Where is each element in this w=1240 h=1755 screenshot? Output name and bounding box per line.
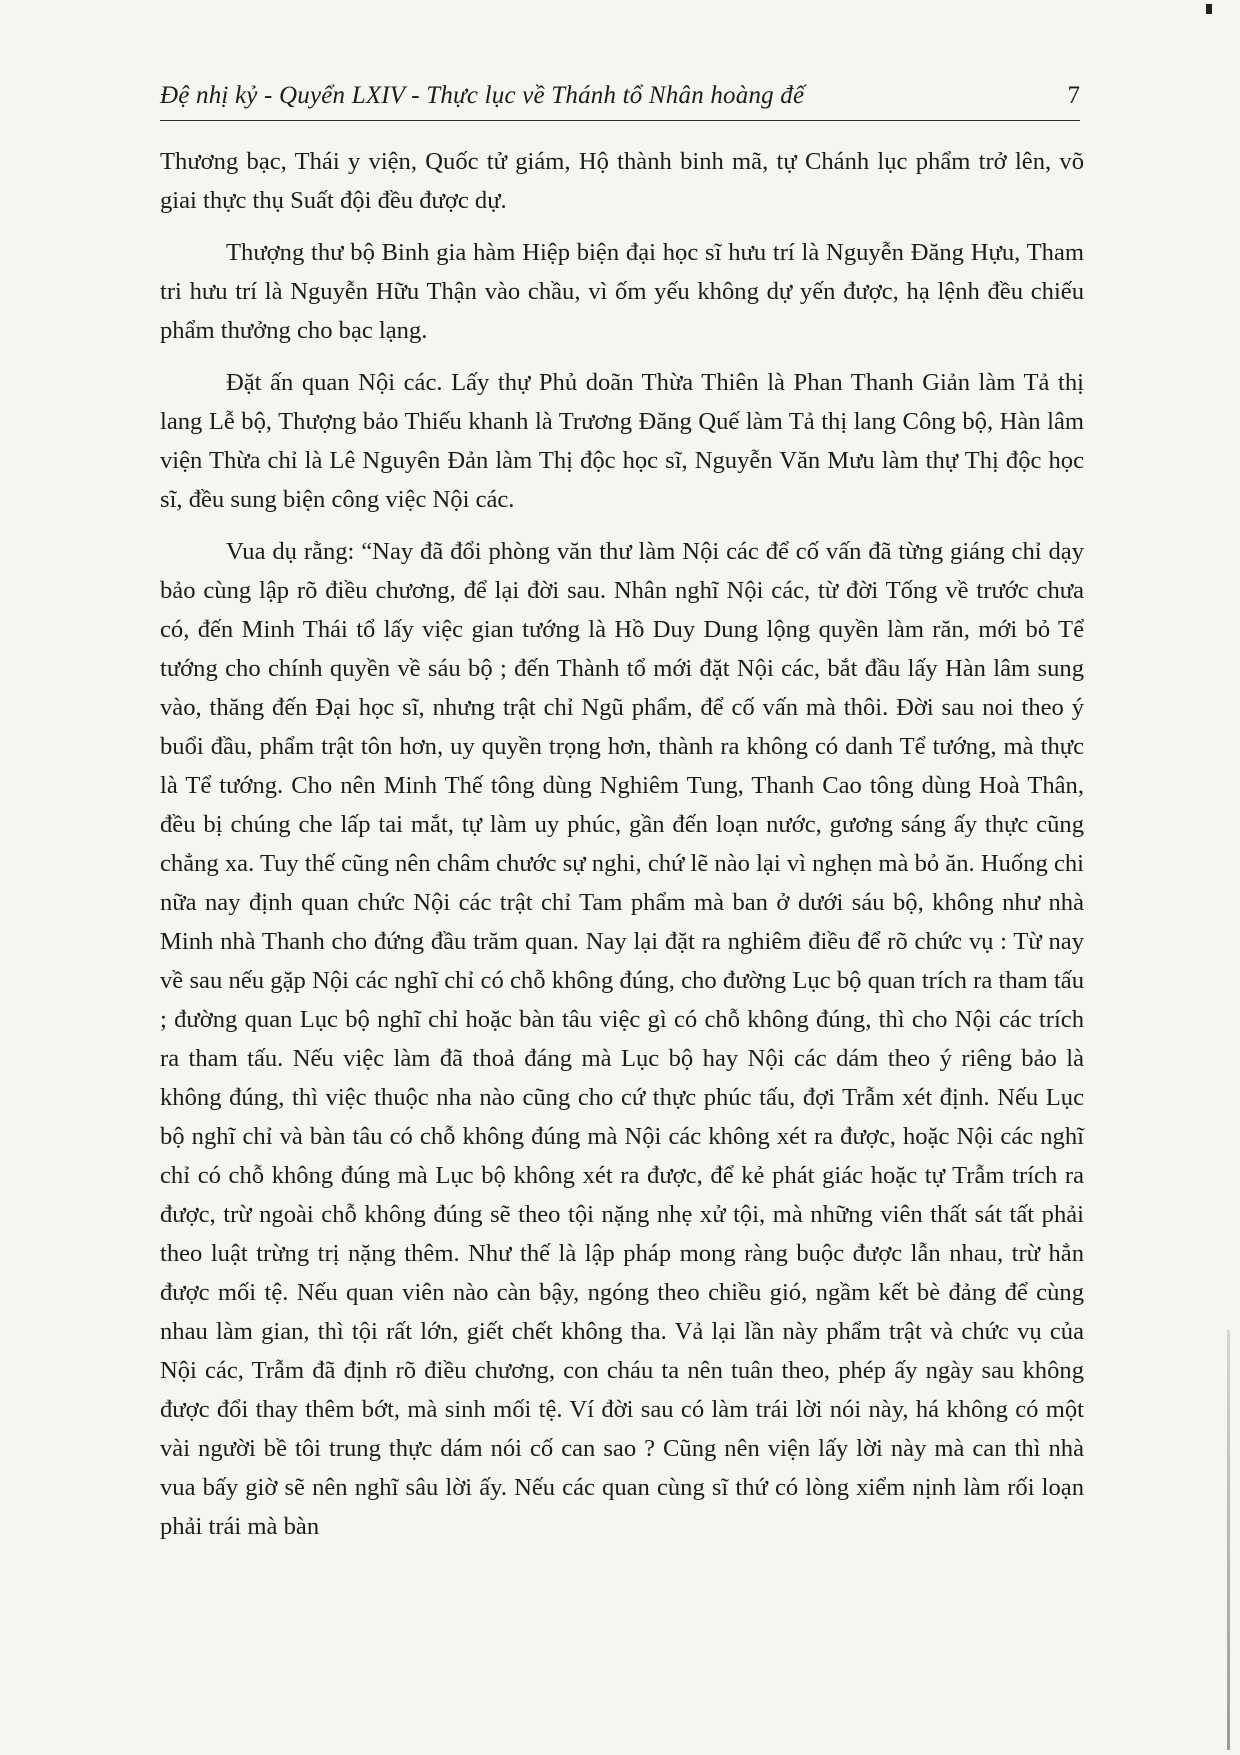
page-number: 7 <box>1067 82 1080 109</box>
scan-dot-mark <box>1206 4 1212 14</box>
running-title: Đệ nhị kỷ - Quyển LXIV - Thực lục về Thánh tổ Nhân hoàng đế <box>160 82 805 109</box>
corner-stamp-mark <box>51 0 105 52</box>
paragraph-continued: Thương bạc, Thái y viện, Quốc tử giám, Hộ thành binh mã, tự Chánh lục phẩm trở lên, võ giai thực thụ Suất đội đều được dự. <box>160 148 1084 214</box>
page-header <box>160 76 1080 121</box>
paragraph: Vua dụ rằng: “Nay đã đổi phòng văn thư làm Nội các để cố vấn đã từng giáng chỉ dạy bảo cùng lập rõ điều chương, để lại đời sau. Nhân nghĩ Nội các, từ đời Tống về trước chưa có, đến Minh Thái tổ lấy việc gian tướng là Hồ Duy Dung lộng quyền làm răn, mới bỏ Tể tướng cho chính quyền về sáu bộ ; đến Thành tổ mới đặt Nội các, bắt đầu lấy Hàn lâm sung vào, thăng đến Đại học sĩ, nhưng trật chỉ Ngũ phẩm, để cố vấn mà thôi. Đời sau noi theo ý buổi đầu, phẩm trật tôn hơn, uy quyền trọng hơn, thành ra không có danh Tể tướng, mà thực là Tể tướng. Cho nên Minh Thế tông dùng Nghiêm Tung, Thanh Cao tông dùng Hoà Thân, đều bị chúng che lấp tai mắt, tự làm uy phúc, gần đến loạn nước, gương sáng ấy thực cũng chẳng xa. Tuy thế cũng nên châm chước sự nghi, chứ lẽ nào lại vì nghẹn mà bỏ ăn. Huống chi nữa nay định quan chức Nội các trật chỉ Tam phẩm mà ban ở dưới sáu bộ, không như nhà Minh nhà Thanh cho đứng đầu trăm quan. Nay lại đặt ra nghiêm điều để rõ chức vụ : Từ nay về sau nếu gặp Nội các nghĩ chỉ có chỗ không đúng, cho đường Lục bộ quan trích ra tham tấu ; đường quan Lục bộ nghĩ chỉ hoặc bàn tâu việc gì có chỗ không đúng, thì cho Nội các trích ra tham tấu. Nếu việc làm đã thoả đáng mà Lục bộ hay Nội các dám theo ý riêng bảo là không đúng, thì việc thuộc nha nào cũng cho cứ thực phúc tấu, đợi Trẫm xét định. Nếu Lục bộ nghĩ chỉ và bàn tâu có chỗ không đúng mà Nội các không xét ra được, hoặc Nội các nghĩ chỉ có chỗ không đúng mà Lục bộ không xét ra được, để kẻ phát giác hoặc tự Trẫm trích ra được, trừ ngoài chỗ không đúng sẽ theo tội nặng nhẹ xử tội, mà những viên thất sát tất phải theo luật trừng trị nặng thêm. Như thế là lập pháp mong ràng buộc được lẫn nhau, trừ hẳn được mối tệ. Nếu quan viên nào càn bậy, ngóng theo chiều gió, ngầm kết bè đảng để cùng nhau làm gian, thì tội rất lớn, giết chết không tha. Vả lại lần này phẩm trật và chức vụ của Nội các, Trẫm đã định rõ điều chương, con cháu ta nên tuân theo, phép ấy ngày sau không được đổi thay thêm bớt, mà sinh mối tệ. Ví đời sau có làm trái lời nói này, há không có một vài người bề tôi trung thực dám nói cố can sao ? Cũng nên viện lấy lời này mà can thì nhà vua bấy giờ sẽ nên nghĩ sâu lời ấy. Nếu các quan cùng sĩ thứ có lòng xiểm nịnh làm rối loạn phải trái mà bàn <box>160 538 1084 1540</box>
paragraph: Đặt ấn quan Nội các. Lấy thự Phủ doãn Thừa Thiên là Phan Thanh Giản làm Tả thị lang Lễ bộ, Thượng bảo Thiếu khanh là Trương Đăng Quế làm Tả thị lang Công bộ, Hàn lâm viện Thừa chỉ là Lê Nguyên Đản làm Thị độc học sĩ, Nguyễn Văn Mưu làm thự Thị độc học sĩ, đều sung biện công việc Nội các. <box>160 369 1084 513</box>
page-edge-shadow <box>1227 1330 1230 1750</box>
paragraph: Thượng thư bộ Binh gia hàm Hiệp biện đại học sĩ hưu trí là Nguyễn Đăng Hựu, Tham tri hưu trí là Nguyễn Hữu Thận vào chầu, vì ốm yếu không dự yến được, hạ lệnh đều chiếu phẩm thưởng cho bạc lạng. <box>160 239 1084 344</box>
page-body <box>160 142 1084 1559</box>
